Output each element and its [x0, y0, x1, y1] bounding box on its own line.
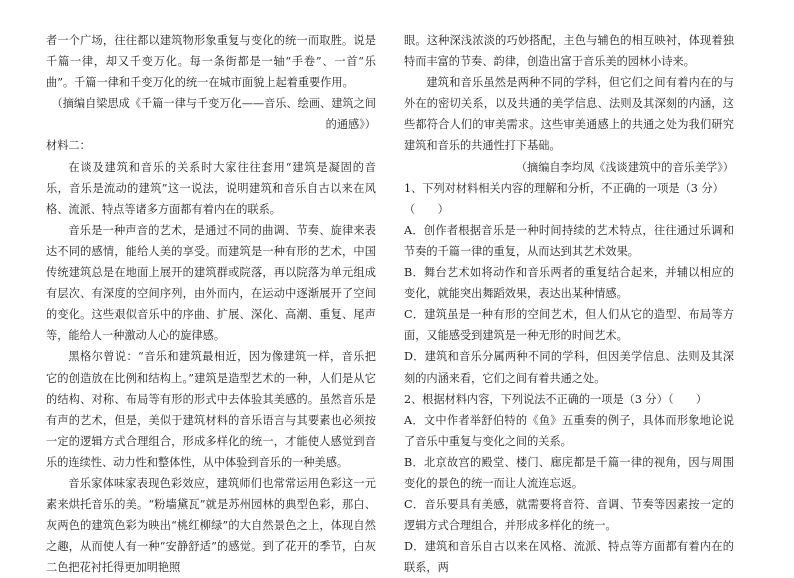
question-2-option-d: D．建筑和音乐自古以来在风格、流派、特点等方面都有着内在的联系，两 [404, 540, 734, 575]
question-1-option-b: B．舞台艺术如将动作和音乐两者的重复结合起来，并辅以相应的变化，就能突出舞蹈效果，表达出某种情感。 [404, 266, 734, 301]
right-column [404, 30, 734, 578]
question-2-option-b: B．北京故宫的殿堂、楼门、廊庑都是千篇一律的视角，因与周围变化的景色的统一而让人流连忘返。 [404, 455, 734, 490]
material-label: 材料二： [46, 139, 91, 153]
source-citation: （摘编自李均凤《浅谈建筑中的音乐美学》） [515, 160, 734, 174]
question-1-option-c: C．建筑虽是一种有形的空间艺术，但人们从它的造型、布局等方面，又能感受到建筑是一种无形的时间艺术。 [404, 308, 734, 343]
left-column [46, 30, 376, 578]
passage-paragraph: 音乐是一种声音的艺术，是通过不同的曲调、节奏、旋律来表达不同的感情，能给人美的享受。而建筑是一种有形的艺术，中国传统建筑总是在地面上展开的建筑群或院落，再以院落为单元组成有层次、有深度的空间序列，由外而内，在运动中逐渐展开了空间的变化。这些艰似音乐中的序曲、扩展、深化、高潮、重复、尾声等，能给人一种激动人心的旋律感。 [46, 223, 376, 343]
passage-paragraph: 黑格尔曾说：“音乐和建筑最相近，因为像建筑一样，音乐把它的创造放在比例和结构上。”建筑是造型艺术的一种，人们是从它的结构、对称、布局等有形的形式中去体验其美感的。虽然音乐是有声的艺术，但是，美似于建筑材料的音乐语言与其要素也必须按一定的逻辑方式合理组合，形成多样化的统一，才能使人感觉到音乐的连续性、动力性和整体性，从中体验到音乐的一种美感。 [46, 350, 376, 469]
question-2: 2、根据材料内容，下列说法不正确的一项是（3 分）（ ） [404, 392, 708, 406]
question-1-option-a: A．创作者根据音乐是一种时间持续的艺术特点，往往通过乐调和节奏的千篇一律的重复，从而达到其艺术效果。 [404, 223, 734, 258]
passage-paragraph: 在谈及建筑和音乐的关系时大家往往套用“建筑是凝固的音乐，音乐是流动的建筑”这一说法，说明建筑和音乐自古以来在风格、流派、特点等诸多方面都有着内在的联系。 [46, 160, 376, 216]
passage-paragraph: 音乐家体味家表现色彩效应，建筑师们也常常运用色彩这一元素来烘托音乐的美。“粉墙黛瓦”就是苏州园林的典型色彩，那白、灰两色的建筑色彩为映出“桃红柳绿”的大自然景色之上，体现自然之趣，从而使人有一种“安静舒适”的感觉。到了花开的季节，白灰二色把花衬托得更加明艳照 [46, 476, 376, 575]
passage-paragraph: 建筑和音乐虽然是两种不同的学科，但它们之间有着内在的与外在的密切关系，以及共通的美学信息、法则及其深刻的内涵，这些都符合人们的审美需求。这些审美通感上的共通之处为我们研究建筑和音乐的共通性打下基础。 [404, 76, 734, 153]
question-2-option-c: C．音乐要具有美感，就需要将音符、音调、节奏等因素按一定的逻辑方式合理组合，并形成多样化的统一。 [404, 498, 734, 533]
question-1: 1、下列对材料相关内容的理解和分析，不正确的一项是（3 分）（ ） [404, 181, 724, 216]
question-1-option-d: D．建筑和音乐分属两种不同的学科，但因美学信息、法则及其深刻的内涵来看，它们之间有着共通之处。 [404, 350, 734, 385]
source-citation: （摘编自梁思成《千篇一律与千变万化——音乐、绘画、建筑之间的通感》） [51, 97, 376, 132]
passage-paragraph: 者一个广场，往往都以建筑物形象重复与变化的统一而取胜。说是千篇一律，却又千变万化。每一条街都是一轴“手卷”、一首“乐曲”。千篇一律和千变万化的统一在城市面貌上起着重要作用。 [46, 34, 376, 90]
passage-paragraph: 眼。这种深浅浓淡的巧妙搭配，主色与辅色的相互映衬，体现着独特而丰富的节奏、韵律，创造出富于音乐美的园林小诗来。 [404, 34, 734, 69]
question-2-option-a: A．文中作者举舒伯特的《鱼》五重奏的例子，具体而形象地论说了音乐中重复与变化之间的关系。 [404, 413, 734, 448]
